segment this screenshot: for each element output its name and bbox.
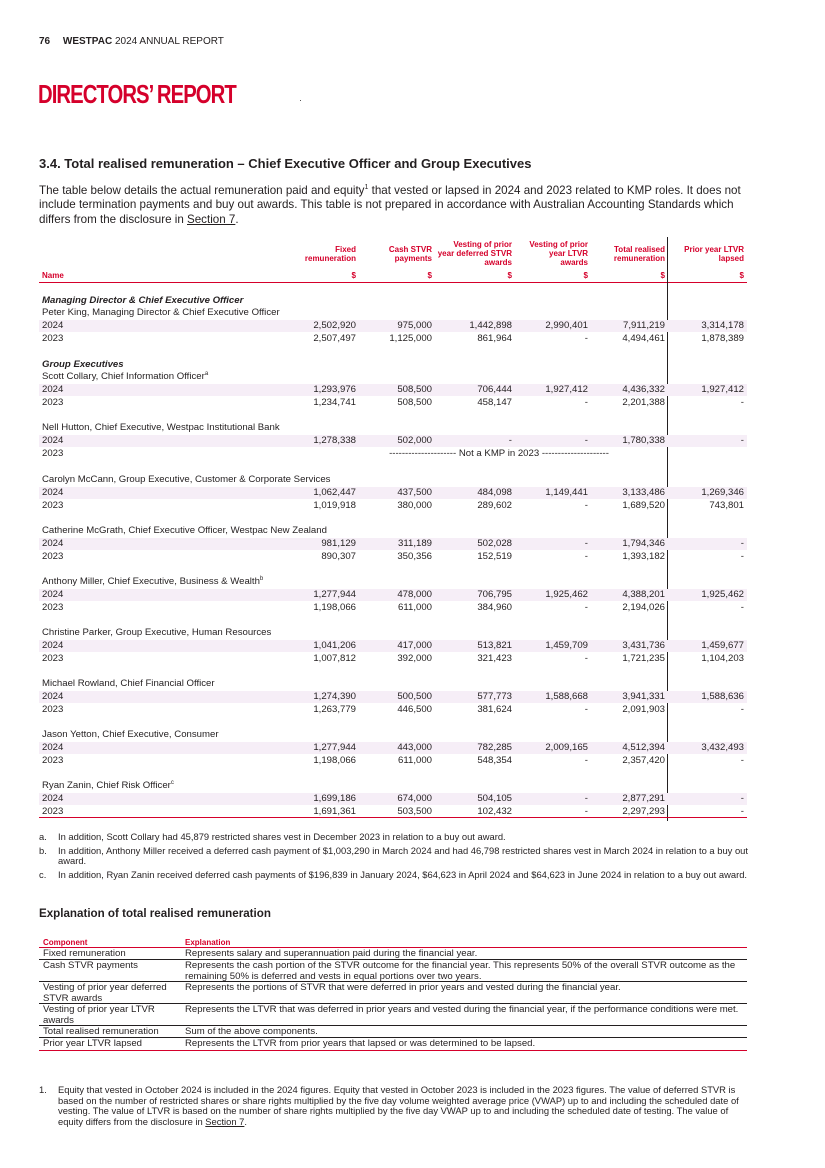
person-row: [39, 371, 747, 383]
column-header: Cash STVR payments: [388, 245, 432, 264]
value-cell: 611,000: [398, 601, 432, 613]
group-title: Group Executives: [42, 359, 124, 370]
currency-unit: $: [427, 271, 432, 280]
page-number: 76: [39, 36, 51, 47]
table-row: [39, 500, 747, 512]
value-cell: 289,602: [477, 499, 512, 511]
value-cell: 1,459,709: [545, 640, 588, 651]
year-cell: 2023: [42, 447, 64, 459]
person-row: [39, 307, 747, 319]
year-cell: 2024: [42, 320, 64, 331]
table-row: [39, 602, 747, 614]
table-row: [39, 397, 747, 409]
explanation-cell: Represents the portions of STVR that were deferred in prior years and vested during the financial year.: [185, 982, 621, 993]
value-cell: 3,432,493: [701, 742, 744, 753]
year-cell: 2023: [42, 703, 64, 715]
person-row: [39, 422, 747, 434]
value-cell: 2,297,293: [622, 805, 665, 817]
value-cell: 975,000: [397, 320, 432, 331]
table-row: [39, 551, 747, 563]
value-cell: 1,293,976: [313, 384, 356, 395]
explanation-row: [39, 960, 747, 982]
column-header: Vesting of prior year LTVR awards: [529, 240, 588, 268]
value-cell: 1,927,412: [701, 384, 744, 395]
value-cell: 1,269,346: [701, 487, 744, 498]
value-cell: 1,925,462: [545, 589, 588, 600]
person-name: Christine Parker, Group Executive, Human Resources: [42, 627, 272, 638]
value-cell: -: [584, 332, 588, 344]
table-row: [39, 435, 747, 447]
not-kmp-note: --------------------- Not a KMP in 2023 ---------------------: [389, 447, 609, 459]
value-cell: 3,133,486: [622, 487, 665, 498]
value-cell: 446,500: [397, 703, 432, 715]
note-text: In addition, Scott Collary had 45,879 restricted shares vest in December 2023 in relation to a buy out award.: [58, 831, 506, 842]
table-row: [39, 487, 747, 499]
value-cell: 706,444: [477, 384, 512, 395]
table-notes: [39, 832, 749, 883]
value-cell: 1,393,182: [622, 550, 665, 562]
value-cell: 417,000: [397, 640, 432, 651]
year-cell: 2024: [42, 589, 64, 600]
value-cell: 1,925,462: [701, 589, 744, 600]
table-row: [39, 704, 747, 716]
value-cell: 437,500: [397, 487, 432, 498]
explanation-cell: Represents salary and superannuation paid during the financial year.: [185, 948, 478, 959]
value-cell: 1,234,741: [313, 396, 356, 408]
value-cell: 1,588,636: [701, 691, 744, 702]
column-header: Prior year LTVR lapsed: [684, 245, 744, 264]
remuneration-table: [39, 237, 747, 817]
column-header: Vesting of prior year deferred STVR awards: [437, 240, 512, 268]
person-row: [39, 576, 747, 588]
year-cell: 2024: [42, 487, 64, 498]
value-cell: 1,041,206: [313, 640, 356, 651]
value-cell: 1,927,412: [545, 384, 588, 395]
value-cell: 1,274,390: [313, 691, 356, 702]
year-cell: 2023: [42, 396, 64, 408]
value-cell: 1,198,066: [313, 754, 356, 766]
value-cell: 1,007,812: [313, 652, 356, 664]
value-cell: 2,009,165: [545, 742, 588, 753]
note-ref: a: [204, 371, 209, 377]
value-cell: -: [584, 652, 588, 664]
value-cell: 350,356: [397, 550, 432, 562]
intro-text: The table below details the actual remuneration paid and equity: [39, 183, 365, 197]
year-cell: 2024: [42, 793, 64, 804]
year-cell: 2024: [42, 538, 64, 549]
table-row: [39, 448, 747, 460]
year-cell: 2024: [42, 742, 64, 753]
value-cell: 3,941,331: [622, 691, 665, 702]
person-name: Catherine McGrath, Chief Executive Officer, Westpac New Zealand: [42, 525, 327, 536]
table-row: [39, 806, 747, 818]
component-cell: Vesting of prior year deferred STVR awards: [43, 982, 167, 1004]
value-cell: 321,423: [477, 652, 512, 664]
value-cell: 1,794,346: [622, 538, 665, 549]
value-cell: 3,314,178: [701, 320, 744, 331]
table-header: [39, 237, 747, 283]
year-cell: 2023: [42, 805, 64, 817]
value-cell: 443,000: [397, 742, 432, 753]
value-cell: 890,307: [321, 550, 356, 562]
value-cell: 2,194,026: [622, 601, 665, 613]
explanation-row: [39, 1004, 747, 1026]
table-row: [39, 793, 747, 805]
person-row: [39, 729, 747, 741]
year-cell: 2023: [42, 499, 64, 511]
table-row: [39, 538, 747, 550]
value-cell: -: [740, 703, 744, 715]
value-cell: -: [740, 805, 744, 817]
value-cell: 1,263,779: [313, 703, 356, 715]
person-name: Anthony Miller, Chief Executive, Business & Wealth$^b$: [42, 576, 264, 588]
value-cell: 4,388,201: [622, 589, 665, 600]
value-cell: 1,019,918: [313, 499, 356, 511]
value-cell: 392,000: [397, 652, 432, 664]
note-text: In addition, Ryan Zanin received deferred cash payments of $196,839 in January 2024, $64,623 in April 2024 and $64,623 in June 2024 in relation to a buy out award.: [58, 868, 748, 880]
value-cell: -: [584, 435, 588, 446]
column-header: Total realised remuneration: [613, 245, 665, 264]
footnote-end: .: [244, 1115, 247, 1127]
value-cell: 502,000: [397, 435, 432, 446]
name-column-header: Name: [42, 271, 64, 280]
year-cell: 2024: [42, 640, 64, 651]
value-cell: 743,801: [709, 499, 744, 511]
note-ref: c: [170, 780, 174, 786]
explanation-table: [39, 936, 747, 1051]
footnote-1: [39, 1085, 751, 1127]
value-cell: -: [740, 793, 744, 804]
value-cell: 2,502,920: [313, 320, 356, 331]
explanation-row: [39, 1026, 747, 1038]
value-cell: 380,000: [397, 499, 432, 511]
footnote-text: Equity that vested in October 2024 is included in the 2024 figures. Equity that vested in October 2023 is included in the 2023 figures. The value of deferred STVR is based on the number of restricted shares or share rights multiplied by the five day volume weighted average price (VWAP) up to and including the scheduled date of vesting. The value of LTVR is based on the number of share rights multiplied by the five day VWAP up to and including the scheduled date of testing. The value of equity differs from the disclosure in: [58, 1084, 739, 1127]
report-name: 2024 ANNUAL REPORT: [114, 36, 224, 47]
value-cell: 2,201,388: [622, 396, 665, 408]
currency-unit: $: [507, 271, 512, 280]
table-row: [39, 742, 747, 754]
explanation-row: [39, 948, 747, 960]
currency-unit: $: [351, 271, 356, 280]
value-cell: 577,773: [477, 691, 512, 702]
year-cell: 2023: [42, 550, 64, 562]
value-cell: 1,278,338: [313, 435, 356, 446]
value-cell: 981,129: [321, 538, 356, 549]
value-cell: 500,500: [397, 691, 432, 702]
value-cell: 1,198,066: [313, 601, 356, 613]
person-row: [39, 474, 747, 486]
table-note: [39, 846, 749, 867]
explanation-cell: Sum of the above components.: [185, 1026, 318, 1037]
year-cell: 2024: [42, 691, 64, 702]
person-name: Michael Rowland, Chief Financial Officer: [42, 678, 215, 689]
section-7-link[interactable]: Section 7: [187, 212, 236, 226]
table-row: [39, 691, 747, 703]
value-cell: -: [584, 703, 588, 715]
year-cell: 2023: [42, 754, 64, 766]
year-cell: 2024: [42, 435, 64, 446]
value-cell: 1,699,186: [313, 793, 356, 804]
page-header: [39, 36, 224, 47]
note-text: In addition, Anthony Miller received a deferred cash payment of $1,003,290 in March 2024 and had 46,798 restricted shares vest in March 2024 in relation to a buy out award.: [58, 844, 749, 866]
value-cell: 2,990,401: [545, 320, 588, 331]
person-row: [39, 627, 747, 639]
footnote-key: 1.: [39, 1084, 47, 1095]
value-cell: 508,500: [397, 384, 432, 395]
value-cell: 1,277,944: [313, 589, 356, 600]
year-cell: 2023: [42, 332, 64, 344]
note-ref: b: [259, 576, 264, 582]
year-cell: 2024: [42, 384, 64, 395]
value-cell: 3,431,736: [622, 640, 665, 651]
table-note: [39, 832, 749, 843]
value-cell: 1,878,389: [701, 332, 744, 344]
value-cell: -: [584, 550, 588, 562]
group-title: Managing Director & Chief Executive Officer: [42, 295, 244, 306]
value-cell: 861,964: [477, 332, 512, 344]
value-cell: 503,500: [397, 805, 432, 817]
person-name: Carolyn McCann, Group Executive, Customer & Corporate Services: [42, 474, 331, 485]
value-cell: 1,442,898: [469, 320, 512, 331]
explanation-header: [39, 936, 747, 948]
value-cell: -: [740, 601, 744, 613]
value-cell: 611,000: [398, 754, 432, 766]
currency-unit: $: [660, 271, 665, 280]
value-cell: 548,354: [477, 754, 512, 766]
note-key: b.: [39, 844, 47, 856]
value-cell: -: [584, 499, 588, 511]
value-cell: 706,795: [477, 589, 512, 600]
explanation-cell: Represents the LTVR that was deferred in prior years and vested during the financial year, if the performance conditions were met.: [185, 1004, 739, 1015]
value-cell: 1,277,944: [313, 742, 356, 753]
person-row: [39, 780, 747, 792]
footnote-ref: 1: [364, 184, 369, 191]
component-cell: Vesting of prior year LTVR awards: [43, 1004, 155, 1026]
value-cell: 508,500: [397, 396, 432, 408]
value-cell: 1,459,677: [701, 640, 744, 651]
explanation-cell: Represents the cash portion of the STVR outcome for the financial year. This represents 50% of the overall STVR outcome as the remaining 50% is deferred and vests in equal portions over two years.: [185, 960, 736, 982]
table-row: [39, 320, 747, 332]
intro-end: .: [235, 212, 239, 226]
value-cell: 458,147: [477, 396, 512, 408]
value-cell: -: [584, 805, 588, 817]
value-cell: -: [584, 754, 588, 766]
value-cell: 2,877,291: [622, 793, 665, 804]
note-key: c.: [39, 868, 47, 880]
value-cell: 381,624: [477, 703, 512, 715]
value-cell: 1,125,000: [389, 332, 432, 344]
table-row: [39, 653, 747, 665]
value-cell: -: [584, 396, 588, 408]
group-heading: [39, 359, 747, 371]
value-cell: -: [584, 538, 588, 549]
explanation-row: [39, 1038, 747, 1051]
value-cell: -: [740, 550, 744, 562]
component-header: Component: [43, 938, 88, 947]
group-heading: [39, 295, 747, 307]
value-cell: -: [584, 793, 588, 804]
value-cell: -: [740, 538, 744, 549]
value-cell: 311,189: [398, 538, 432, 549]
value-cell: 2,507,497: [313, 332, 356, 344]
section-heading: 3.4. Total realised remuneration – Chief Executive Officer and Group Executives: [39, 156, 532, 171]
person-name: Ryan Zanin, Chief Risk Officer$^c$: [42, 780, 174, 792]
value-cell: 502,028: [477, 538, 512, 549]
table-row: [39, 333, 747, 345]
table-row: [39, 589, 747, 601]
footnote-section-7-link[interactable]: Section 7: [205, 1115, 245, 1127]
table-row: [39, 384, 747, 396]
value-cell: 1,780,338: [622, 435, 665, 446]
person-name: Peter King, Managing Director & Chief Executive Officer: [42, 307, 280, 318]
value-cell: 1,689,520: [622, 499, 665, 511]
value-cell: 2,357,420: [622, 754, 665, 766]
intro-paragraph: [39, 181, 749, 227]
value-cell: 1,062,447: [313, 487, 356, 498]
brand-name: WESTPAC: [62, 36, 113, 47]
currency-unit: $: [583, 271, 588, 280]
value-cell: -: [740, 396, 744, 408]
value-cell: 7,911,219: [623, 320, 665, 331]
year-cell: 2023: [42, 652, 64, 664]
value-cell: 4,494,461: [622, 332, 665, 344]
value-cell: 1,104,203: [701, 652, 744, 664]
person-row: [39, 678, 747, 690]
column-header: Fixed remuneration: [304, 245, 356, 264]
value-cell: 1,721,235: [622, 652, 665, 664]
value-cell: 2,091,903: [622, 703, 665, 715]
component-cell: Cash STVR payments: [43, 960, 138, 971]
value-cell: 152,519: [477, 550, 512, 562]
explanation-heading: Explanation of total realised remuneration: [39, 907, 271, 920]
year-cell: 2023: [42, 601, 64, 613]
value-cell: 782,285: [477, 742, 512, 753]
value-cell: 1,149,441: [545, 487, 588, 498]
component-cell: Total realised remuneration: [43, 1026, 159, 1037]
table-row: [39, 755, 747, 767]
explanation-col-header: Explanation: [185, 938, 231, 947]
intro-text-cont: that vested or lapsed in 2024 and 2023 related to KMP roles. It does not include termination payments and buy out awards. This table is not prepared in accordance with Australian Accounting Standards which differs from the disclosure in: [39, 183, 741, 226]
person-name: Scott Collary, Chief Information Officer$^a$: [42, 371, 209, 383]
value-cell: 1,588,668: [545, 691, 588, 702]
value-cell: 4,436,332: [622, 384, 665, 395]
currency-unit: $: [739, 271, 744, 280]
value-cell: 513,821: [477, 640, 512, 651]
value-cell: 1,691,361: [313, 805, 356, 817]
value-cell: -: [740, 435, 744, 446]
explanation-row: [39, 982, 747, 1004]
value-cell: 674,000: [397, 793, 432, 804]
value-cell: 384,960: [477, 601, 512, 613]
table-note: [39, 870, 749, 881]
explanation-cell: Represents the LTVR from prior years that lapsed or was determined to be lapsed.: [185, 1038, 536, 1049]
person-name: Jason Yetton, Chief Executive, Consumer: [42, 729, 219, 740]
page-title: DIRECTORS’ REPORT: [38, 79, 236, 109]
component-cell: Prior year LTVR lapsed: [43, 1038, 142, 1049]
value-cell: -: [740, 754, 744, 766]
component-cell: Fixed remuneration: [43, 948, 126, 959]
person-row: [39, 525, 747, 537]
value-cell: 4,512,394: [622, 742, 665, 753]
value-cell: -: [584, 601, 588, 613]
value-cell: 484,098: [477, 487, 512, 498]
stray-dot: [300, 100, 301, 101]
note-key: a.: [39, 831, 47, 842]
table-row: [39, 640, 747, 652]
person-name: Nell Hutton, Chief Executive, Westpac Institutional Bank: [42, 422, 280, 433]
value-cell: 478,000: [397, 589, 432, 600]
value-cell: -: [508, 435, 512, 446]
value-cell: 504,105: [477, 793, 512, 804]
value-cell: 102,432: [477, 805, 512, 817]
